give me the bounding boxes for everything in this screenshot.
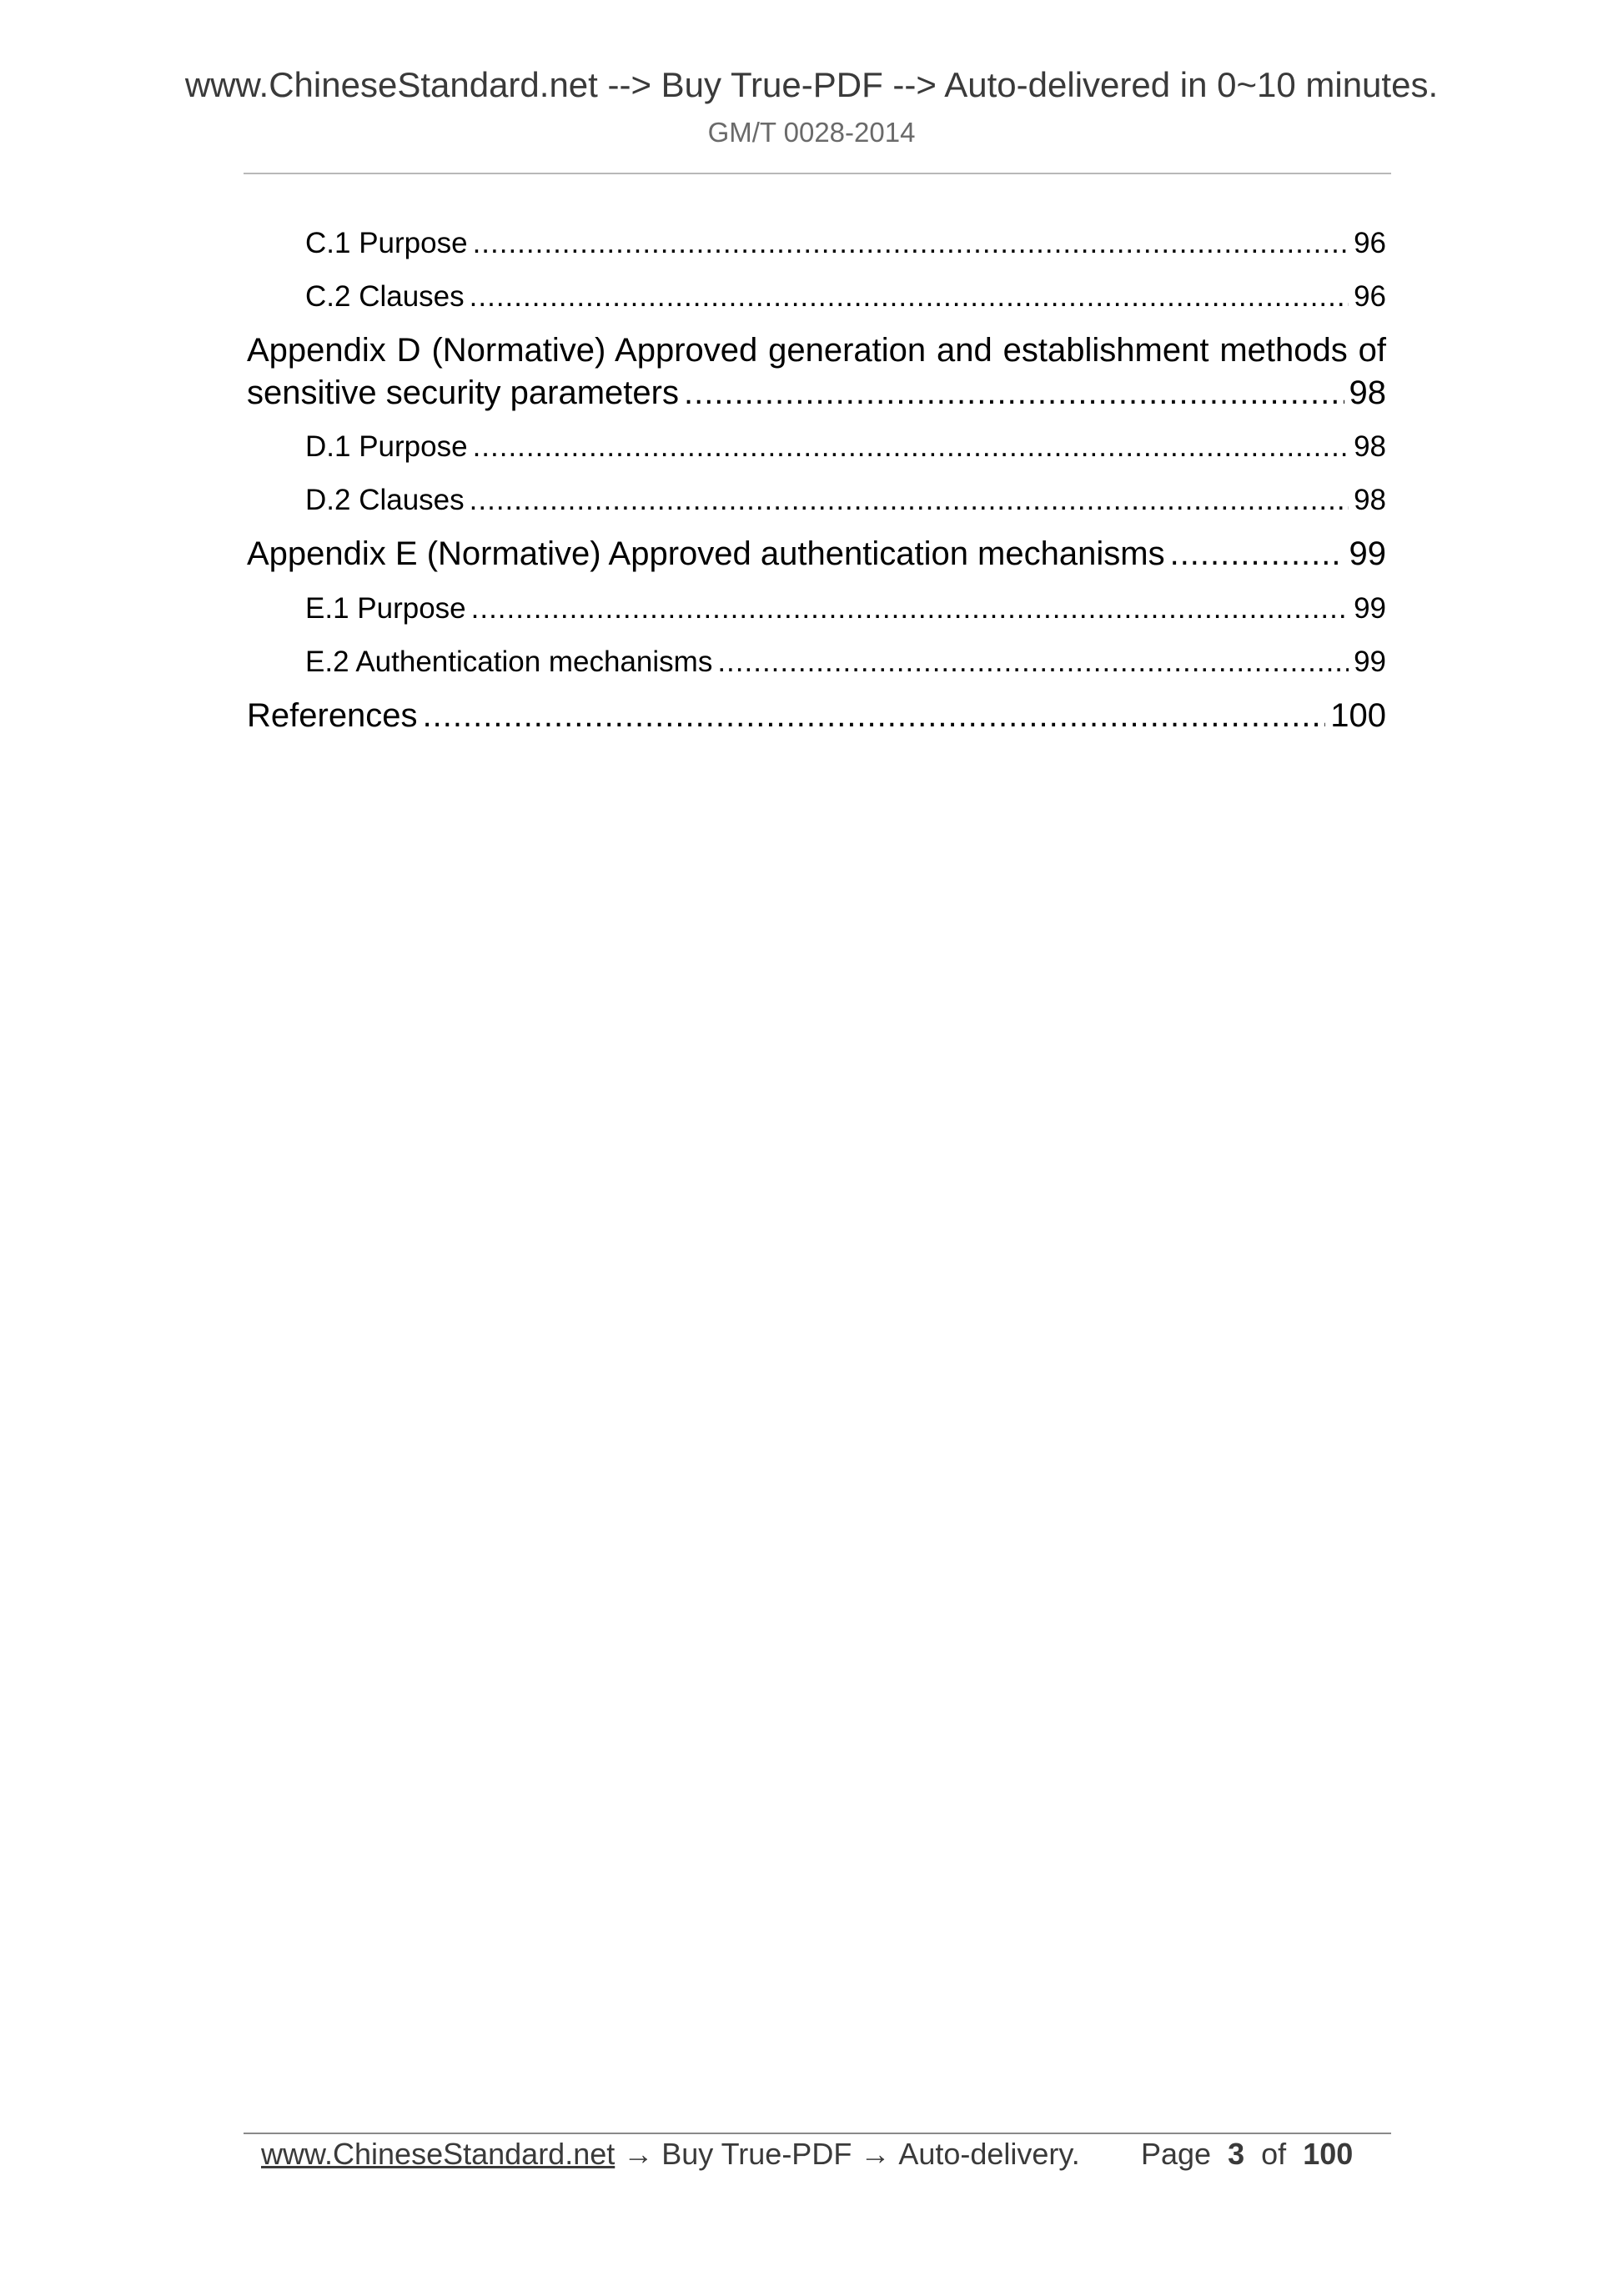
toc-entry-label: E.2 Authentication mechanisms xyxy=(305,646,713,678)
toc-entry-label: D.1 Purpose xyxy=(305,430,468,463)
footer-buy-text: Buy True-PDF xyxy=(661,2137,852,2171)
toc-leader-dots xyxy=(473,430,1349,464)
toc-entry-c1[interactable] xyxy=(305,227,1386,260)
footer-promo xyxy=(261,2137,1080,2172)
toc-entry-c2[interactable] xyxy=(305,280,1386,314)
page-total: 100 xyxy=(1303,2137,1354,2171)
toc-leader-dots xyxy=(717,646,1349,679)
of-word: of xyxy=(1261,2137,1287,2171)
toc-entry-label: E.1 Purpose xyxy=(305,592,466,625)
footer-divider xyxy=(244,2133,1391,2134)
toc-entry-label: D.2 Clauses xyxy=(305,484,465,516)
toc-entry-page: 99 xyxy=(1354,646,1386,678)
toc-entry-page: 96 xyxy=(1354,227,1386,259)
toc-entry-e1[interactable] xyxy=(305,592,1386,625)
toc-leader-dots xyxy=(471,592,1349,625)
toc-entry-label: C.2 Clauses xyxy=(305,280,465,313)
toc-entry-e2[interactable] xyxy=(305,646,1386,679)
page-word: Page xyxy=(1141,2137,1212,2171)
toc-entry-page: 99 xyxy=(1354,592,1386,625)
toc-entry-d1[interactable] xyxy=(305,430,1386,464)
arrow-right-icon: → xyxy=(623,2137,654,2171)
toc-entry-d2[interactable] xyxy=(305,484,1386,517)
toc-entry-page: 99 xyxy=(1349,535,1386,572)
footer-site-link[interactable]: www.ChineseStandard.net xyxy=(261,2137,616,2171)
footer-delivery-text: Auto-delivery. xyxy=(898,2137,1080,2171)
toc-entry-appendix-d[interactable] xyxy=(247,332,1386,412)
toc-leader-dots xyxy=(470,484,1349,517)
toc-leader-dots xyxy=(684,374,1344,412)
toc-entry-label: Appendix E (Normative) Approved authentication mechanisms xyxy=(247,535,1165,572)
toc-entry-label-line2: sensitive security parameters xyxy=(247,374,679,411)
header-divider xyxy=(244,173,1391,174)
toc-entry-references[interactable] xyxy=(247,697,1386,735)
toc-entry-label: C.1 Purpose xyxy=(305,227,468,259)
arrow-right-icon: → xyxy=(860,2137,891,2171)
toc-entry-page: 100 xyxy=(1330,697,1386,734)
toc-leader-dots xyxy=(473,227,1349,260)
page-number: 3 xyxy=(1228,2137,1245,2171)
toc-entry-page: 98 xyxy=(1354,484,1386,516)
toc-entry-label: References xyxy=(247,697,418,734)
toc-entry-label-line1: Appendix D (Normative) Approved generation and establishment methods of xyxy=(247,332,1386,369)
toc-entry-page: 98 xyxy=(1354,430,1386,463)
standard-number: GM/T 0028-2014 xyxy=(707,117,916,148)
toc-entry-page: 96 xyxy=(1354,280,1386,313)
toc-entry-appendix-e[interactable] xyxy=(247,535,1386,573)
toc-entry-page: 98 xyxy=(1349,374,1386,411)
toc-leader-dots xyxy=(423,697,1326,735)
toc-leader-dots xyxy=(470,280,1349,314)
toc-leader-dots xyxy=(1170,535,1344,573)
page-indicator xyxy=(1141,2137,1353,2172)
header-title: www.ChineseStandard.net --> Buy True-PDF --> Auto-delivered in 0~10 minutes. xyxy=(184,65,1439,104)
